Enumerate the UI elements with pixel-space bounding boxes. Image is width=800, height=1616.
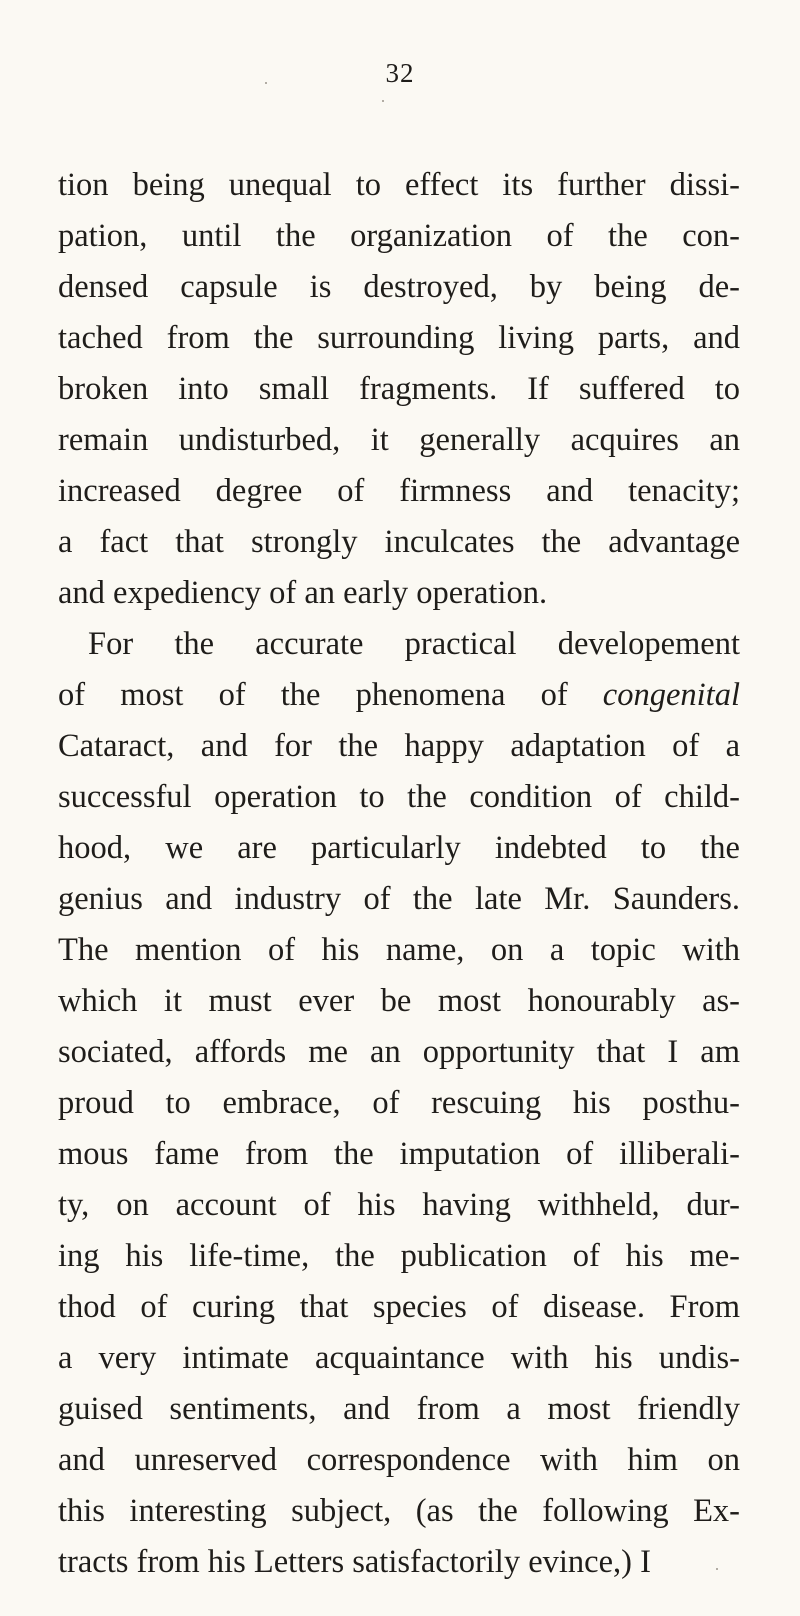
- text-line: densed capsule is destroyed, by being de-: [58, 269, 740, 305]
- text-line: tached from the surrounding living parts, and: [58, 320, 740, 356]
- italic-term: congenital: [602, 677, 740, 713]
- body-text: [58, 160, 740, 1588]
- text-line: thod of curing that species of disease. From: [58, 1289, 740, 1325]
- text-line: [58, 670, 740, 721]
- text-line: and expediency of an early operation.: [58, 575, 548, 611]
- text-line: successful operation to the condition of child-: [58, 779, 740, 815]
- text-line: this interesting subject, (as the following Ex-: [58, 1493, 740, 1529]
- text-line: and unreserved correspondence with him on: [58, 1442, 740, 1478]
- text-line: increased degree of firmness and tenacity;: [58, 473, 740, 509]
- text-line: which it must ever be most honourably as-: [58, 983, 740, 1019]
- text-line: guised sentiments, and from a most friendly: [58, 1391, 740, 1427]
- text-line: proud to embrace, of rescuing his posthu-: [58, 1085, 740, 1121]
- text-line: pation, until the organization of the con-: [58, 218, 740, 254]
- text-line: Cataract, and for the happy adaptation of a: [58, 728, 740, 764]
- paper-speck: [265, 82, 267, 84]
- text-line: mous fame from the imputation of illiberali-: [58, 1136, 740, 1172]
- text-segment: of most of the phenomena of: [58, 677, 603, 713]
- paper-speck: [382, 100, 384, 102]
- page-number: 32: [385, 58, 415, 88]
- text-line: a very intimate acquaintance with his undis-: [58, 1340, 740, 1376]
- text-line: sociated, affords me an opportunity that I am: [58, 1034, 740, 1070]
- text-line: The mention of his name, on a topic with: [58, 932, 740, 968]
- text-line: ing his life-time, the publication of his me-: [58, 1238, 740, 1274]
- text-line: tracts from his Letters satisfactorily evince,) I: [58, 1544, 651, 1580]
- text-line: hood, we are particularly indebted to the: [58, 830, 740, 866]
- paper-speck: [716, 1568, 718, 1570]
- text-line: genius and industry of the late Mr. Saunders.: [58, 881, 740, 917]
- text-line: ty, on account of his having withheld, dur-: [58, 1187, 740, 1223]
- text-line: remain undisturbed, it generally acquires an: [58, 422, 740, 458]
- text-line: broken into small fragments. If suffered to: [58, 371, 740, 407]
- text-line: a fact that strongly inculcates the advantage: [58, 524, 740, 560]
- text-line: For the accurate practical developement: [88, 626, 740, 662]
- text-line: tion being unequal to effect its further dissi-: [58, 167, 740, 203]
